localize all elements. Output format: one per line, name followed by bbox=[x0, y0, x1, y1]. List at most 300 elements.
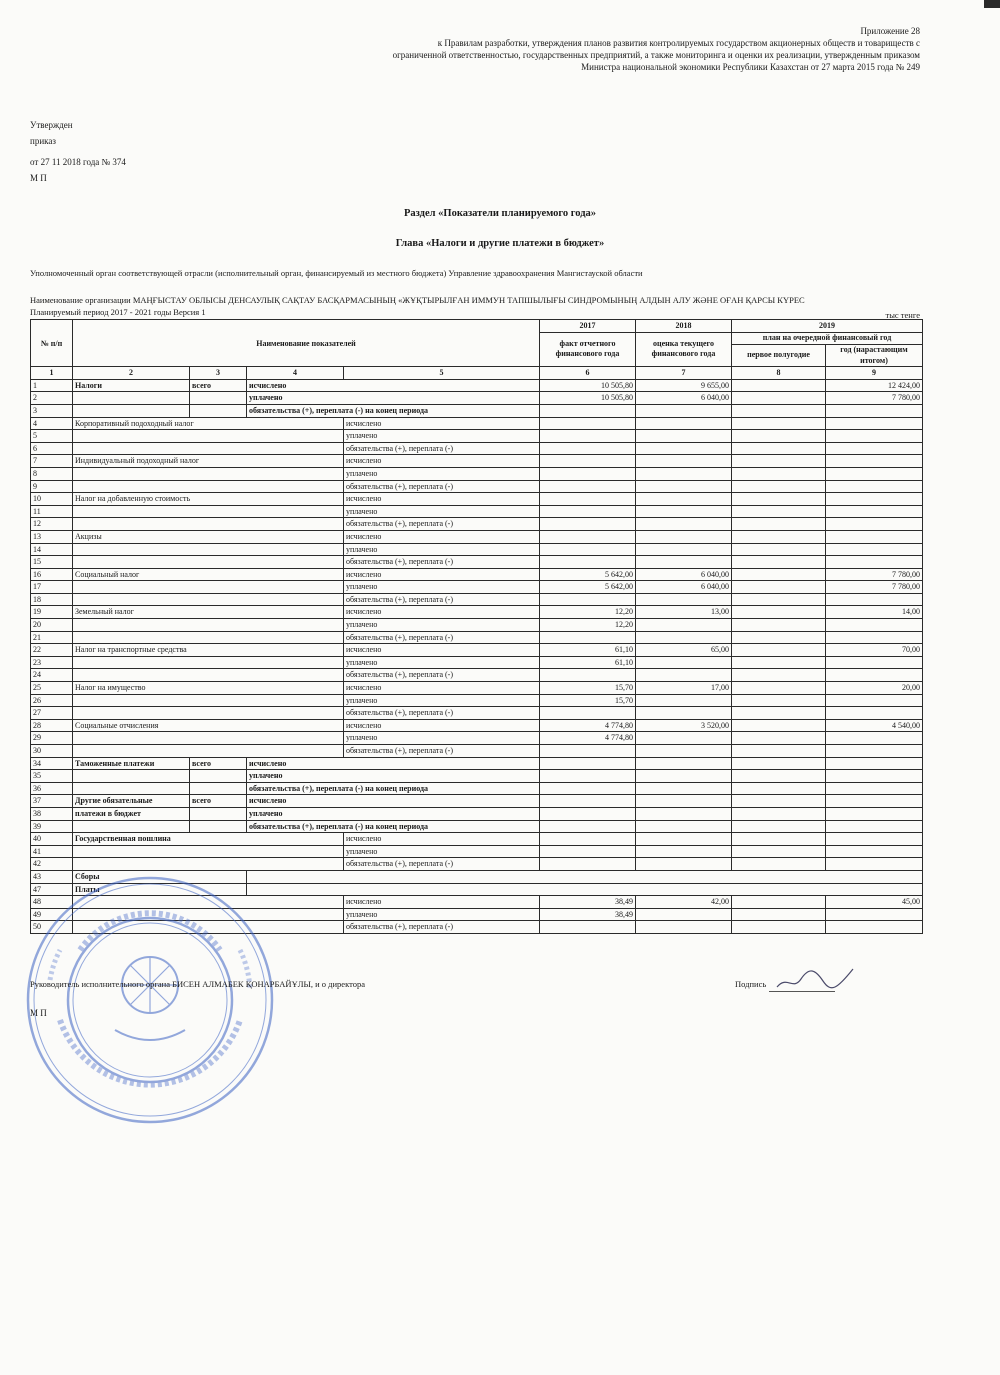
value-fact-2017 bbox=[540, 518, 636, 531]
indicator-subtotal bbox=[190, 820, 247, 833]
value-estimate-2018: 17,00 bbox=[636, 682, 732, 695]
value-half-2019 bbox=[732, 556, 826, 569]
table-row bbox=[31, 820, 923, 833]
value-fact-2017 bbox=[540, 770, 636, 783]
row-number: 40 bbox=[31, 833, 73, 846]
header-indicators: Наименование показателей bbox=[73, 320, 540, 367]
indicator-type: уплачено bbox=[344, 543, 540, 556]
indicator-name bbox=[73, 505, 344, 518]
table-row bbox=[31, 480, 923, 493]
value-fact-2017: 4 774,80 bbox=[540, 732, 636, 745]
row-number: 6 bbox=[31, 442, 73, 455]
annex-number: Приложение 28 bbox=[860, 26, 920, 36]
value-estimate-2018 bbox=[636, 467, 732, 480]
value-estimate-2018 bbox=[636, 921, 732, 934]
row-number: 48 bbox=[31, 896, 73, 909]
value-half-2019 bbox=[732, 820, 826, 833]
indicator-type: уплачено bbox=[344, 845, 540, 858]
value-year-2019 bbox=[826, 556, 923, 569]
value-year-2019: 45,00 bbox=[826, 896, 923, 909]
value-year-2019 bbox=[826, 845, 923, 858]
indicator-name bbox=[73, 745, 344, 758]
annex-header bbox=[220, 25, 920, 73]
value-half-2019 bbox=[732, 581, 826, 594]
order-date: от 27 11 2018 года № 374 bbox=[30, 157, 126, 167]
value-year-2019 bbox=[826, 820, 923, 833]
rules-line-3: Министра национальной экономики Республики Казахстан от 27 марта 2015 года № 249 bbox=[581, 62, 920, 72]
row-number: 35 bbox=[31, 770, 73, 783]
value-half-2019 bbox=[732, 417, 826, 430]
indicator-name bbox=[73, 518, 344, 531]
indicator-type: исчислено bbox=[344, 530, 540, 543]
value-fact-2017: 38,49 bbox=[540, 896, 636, 909]
indicator-type: уплачено bbox=[344, 430, 540, 443]
col-number: 7 bbox=[636, 367, 732, 380]
indicator-group-name: Платы bbox=[73, 883, 247, 896]
value-half-2019 bbox=[732, 921, 826, 934]
value-half-2019 bbox=[732, 480, 826, 493]
indicator-type: обязательства (+), переплата (-) bbox=[344, 480, 540, 493]
value-half-2019 bbox=[732, 593, 826, 606]
row-number: 11 bbox=[31, 505, 73, 518]
value-estimate-2018 bbox=[636, 745, 732, 758]
row-number: 29 bbox=[31, 732, 73, 745]
value-fact-2017 bbox=[540, 430, 636, 443]
value-estimate-2018 bbox=[636, 505, 732, 518]
indicator-name bbox=[73, 896, 344, 909]
table-row bbox=[31, 455, 923, 468]
value-fact-2017: 5 642,00 bbox=[540, 581, 636, 594]
table-row bbox=[31, 631, 923, 644]
indicator-type: обязательства (+), переплата (-) bbox=[344, 921, 540, 934]
row-number: 14 bbox=[31, 543, 73, 556]
value-fact-2017 bbox=[540, 467, 636, 480]
units-label: тыс тенге bbox=[885, 310, 920, 320]
indicator-type: обязательства (+), переплата (-) bbox=[344, 556, 540, 569]
table-row bbox=[31, 606, 923, 619]
indicator-group-name bbox=[73, 404, 190, 417]
indicator-name bbox=[73, 631, 344, 644]
indicator-type: исчислено bbox=[344, 606, 540, 619]
indicator-type: исчислено bbox=[344, 896, 540, 909]
table-row bbox=[31, 379, 923, 392]
indicator-subtotal bbox=[190, 392, 247, 405]
table-row bbox=[31, 833, 923, 846]
value-fact-2017: 12,20 bbox=[540, 619, 636, 632]
value-year-2019 bbox=[826, 858, 923, 871]
value-fact-2017 bbox=[540, 833, 636, 846]
indicator-subtotal bbox=[190, 807, 247, 820]
value-half-2019 bbox=[732, 619, 826, 632]
value-fact-2017 bbox=[540, 795, 636, 808]
rules-line-1: к Правилам разработки, утверждения планов развития контролируемых государством акционерных обществ и товариществ с bbox=[437, 38, 920, 48]
row-number: 2 bbox=[31, 392, 73, 405]
value-half-2019 bbox=[732, 719, 826, 732]
value-year-2019 bbox=[826, 619, 923, 632]
indicator-type: исчислено bbox=[344, 644, 540, 657]
value-year-2019 bbox=[826, 656, 923, 669]
table-row bbox=[31, 782, 923, 795]
indicator-type: исчислено bbox=[344, 568, 540, 581]
value-fact-2017 bbox=[540, 593, 636, 606]
indicator-type: уплачено bbox=[344, 467, 540, 480]
indicator-type: обязательства (+), переплата (-) на конец периода bbox=[247, 782, 540, 795]
value-half-2019 bbox=[732, 467, 826, 480]
table-row bbox=[31, 656, 923, 669]
value-fact-2017 bbox=[540, 543, 636, 556]
value-year-2019 bbox=[826, 404, 923, 417]
value-fact-2017 bbox=[540, 820, 636, 833]
indicator-type: уплачено bbox=[344, 656, 540, 669]
indicator-type: уплачено bbox=[344, 732, 540, 745]
value-fact-2017: 15,70 bbox=[540, 694, 636, 707]
value-year-2019 bbox=[826, 833, 923, 846]
row-number: 34 bbox=[31, 757, 73, 770]
row-number: 43 bbox=[31, 870, 73, 883]
indicator-type: исчислено bbox=[344, 833, 540, 846]
col-number: 2 bbox=[73, 367, 190, 380]
value-year-2019 bbox=[826, 417, 923, 430]
value-fact-2017: 12,20 bbox=[540, 606, 636, 619]
value-half-2019 bbox=[732, 631, 826, 644]
value-year-2019 bbox=[826, 442, 923, 455]
indicator-type: обязательства (+), переплата (-) bbox=[344, 858, 540, 871]
signature-block bbox=[735, 979, 835, 989]
row-number: 20 bbox=[31, 619, 73, 632]
indicator-type: уплачено bbox=[247, 392, 540, 405]
indicator-name: Акцизы bbox=[73, 530, 344, 543]
value-half-2019 bbox=[732, 505, 826, 518]
indicator-group-name bbox=[73, 392, 190, 405]
header-fact: факт отчетного финансового года bbox=[540, 332, 636, 367]
period-line: Планируемый период 2017 - 2021 годы Версия 1 bbox=[30, 307, 206, 317]
table-row bbox=[31, 392, 923, 405]
indicator-name bbox=[73, 543, 344, 556]
value-year-2019 bbox=[826, 493, 923, 506]
row-number: 13 bbox=[31, 530, 73, 543]
row-number: 22 bbox=[31, 644, 73, 657]
value-year-2019 bbox=[826, 530, 923, 543]
indicator-type: уплачено bbox=[344, 908, 540, 921]
indicator-type: исчислено bbox=[344, 682, 540, 695]
indicator-subtotal: всего bbox=[190, 795, 247, 808]
table-row bbox=[31, 883, 923, 896]
signature-label: Подпись bbox=[735, 979, 767, 989]
indicator-name bbox=[73, 581, 344, 594]
indicator-name bbox=[73, 845, 344, 858]
value-fact-2017: 5 642,00 bbox=[540, 568, 636, 581]
value-fact-2017 bbox=[540, 921, 636, 934]
indicator-type: уплачено bbox=[344, 581, 540, 594]
value-fact-2017 bbox=[540, 745, 636, 758]
row-number: 1 bbox=[31, 379, 73, 392]
row-number: 27 bbox=[31, 707, 73, 720]
value-estimate-2018 bbox=[636, 543, 732, 556]
header-year-2019: 2019 bbox=[732, 320, 923, 333]
value-half-2019 bbox=[732, 644, 826, 657]
table-row bbox=[31, 845, 923, 858]
row-number: 12 bbox=[31, 518, 73, 531]
row-number: 15 bbox=[31, 556, 73, 569]
value-year-2019 bbox=[826, 782, 923, 795]
value-half-2019 bbox=[732, 568, 826, 581]
value-year-2019: 70,00 bbox=[826, 644, 923, 657]
indicator-type: обязательства (+), переплата (-) bbox=[344, 518, 540, 531]
value-estimate-2018: 65,00 bbox=[636, 644, 732, 657]
value-half-2019 bbox=[732, 404, 826, 417]
value-fact-2017 bbox=[540, 556, 636, 569]
indicator-type: обязательства (+), переплата (-) bbox=[344, 593, 540, 606]
table-row bbox=[31, 505, 923, 518]
taxes-table bbox=[30, 319, 923, 934]
value-estimate-2018 bbox=[636, 656, 732, 669]
value-fact-2017 bbox=[540, 417, 636, 430]
value-half-2019 bbox=[732, 807, 826, 820]
value-year-2019 bbox=[826, 543, 923, 556]
table-row bbox=[31, 568, 923, 581]
indicator-group-name bbox=[73, 782, 190, 795]
row-number: 42 bbox=[31, 858, 73, 871]
value-year-2019: 12 424,00 bbox=[826, 379, 923, 392]
table-row bbox=[31, 543, 923, 556]
indicator-group-name: Налоги bbox=[73, 379, 190, 392]
value-half-2019 bbox=[732, 669, 826, 682]
section-title: Раздел «Показатели планируемого года» bbox=[403, 208, 597, 219]
header-year-total: год (нарастающим итогом) bbox=[826, 345, 923, 367]
indicator-name: Налог на транспортные средства bbox=[73, 644, 344, 657]
value-half-2019 bbox=[732, 543, 826, 556]
value-estimate-2018 bbox=[636, 556, 732, 569]
value-year-2019 bbox=[826, 631, 923, 644]
indicator-type: уплачено bbox=[344, 694, 540, 707]
indicator-name bbox=[73, 908, 344, 921]
col-number: 5 bbox=[344, 367, 540, 380]
value-year-2019 bbox=[826, 455, 923, 468]
col-number: 9 bbox=[826, 367, 923, 380]
value-estimate-2018 bbox=[636, 732, 732, 745]
row-number: 36 bbox=[31, 782, 73, 795]
row-number: 47 bbox=[31, 883, 73, 896]
indicator-name bbox=[73, 467, 344, 480]
value-year-2019 bbox=[826, 795, 923, 808]
row-number: 16 bbox=[31, 568, 73, 581]
indicator-name bbox=[73, 430, 344, 443]
value-year-2019 bbox=[826, 745, 923, 758]
row-number: 41 bbox=[31, 845, 73, 858]
value-fact-2017 bbox=[540, 493, 636, 506]
row-number: 3 bbox=[31, 404, 73, 417]
table-row bbox=[31, 404, 923, 417]
value-estimate-2018: 42,00 bbox=[636, 896, 732, 909]
indicator-name: Налог на имущество bbox=[73, 682, 344, 695]
value-half-2019 bbox=[732, 455, 826, 468]
table-row bbox=[31, 682, 923, 695]
value-half-2019 bbox=[732, 682, 826, 695]
row-number: 8 bbox=[31, 467, 73, 480]
value-year-2019 bbox=[826, 430, 923, 443]
indicator-type: обязательства (+), переплата (-) на конец периода bbox=[247, 404, 540, 417]
value-estimate-2018: 9 655,00 bbox=[636, 379, 732, 392]
value-fact-2017: 4 774,80 bbox=[540, 719, 636, 732]
value-fact-2017 bbox=[540, 757, 636, 770]
chapter-title: Глава «Налоги и другие платежи в бюджет» bbox=[395, 238, 605, 249]
indicator-name bbox=[73, 593, 344, 606]
row-number: 7 bbox=[31, 455, 73, 468]
value-estimate-2018 bbox=[636, 442, 732, 455]
value-fact-2017: 38,49 bbox=[540, 908, 636, 921]
value-year-2019 bbox=[826, 757, 923, 770]
value-half-2019 bbox=[732, 896, 826, 909]
value-half-2019 bbox=[732, 795, 826, 808]
value-half-2019 bbox=[732, 656, 826, 669]
value-year-2019 bbox=[826, 518, 923, 531]
value-year-2019: 7 780,00 bbox=[826, 568, 923, 581]
value-estimate-2018 bbox=[636, 908, 732, 921]
value-fact-2017 bbox=[540, 807, 636, 820]
value-estimate-2018 bbox=[636, 404, 732, 417]
indicator-type: исчислено bbox=[247, 795, 540, 808]
header-year-2018: 2018 bbox=[636, 320, 732, 333]
value-half-2019 bbox=[732, 694, 826, 707]
indicator-group-name bbox=[73, 770, 190, 783]
indicator-name bbox=[73, 656, 344, 669]
row-number: 5 bbox=[31, 430, 73, 443]
value-half-2019 bbox=[732, 430, 826, 443]
indicator-name bbox=[73, 619, 344, 632]
signature-scribble bbox=[775, 965, 855, 993]
value-estimate-2018 bbox=[636, 858, 732, 871]
value-estimate-2018 bbox=[636, 593, 732, 606]
col-number: 1 bbox=[31, 367, 73, 380]
value-estimate-2018 bbox=[636, 833, 732, 846]
value-fact-2017: 15,70 bbox=[540, 682, 636, 695]
row-number: 23 bbox=[31, 656, 73, 669]
value-year-2019 bbox=[826, 707, 923, 720]
value-estimate-2018 bbox=[636, 795, 732, 808]
order-label: приказ bbox=[30, 135, 56, 146]
value-estimate-2018 bbox=[636, 782, 732, 795]
value-fact-2017: 61,10 bbox=[540, 656, 636, 669]
value-estimate-2018 bbox=[636, 757, 732, 770]
row-number: 30 bbox=[31, 745, 73, 758]
value-half-2019 bbox=[732, 379, 826, 392]
value-fact-2017 bbox=[540, 631, 636, 644]
indicator-type: уплачено bbox=[344, 505, 540, 518]
indicator-name bbox=[73, 442, 344, 455]
value-estimate-2018 bbox=[636, 518, 732, 531]
value-year-2019 bbox=[826, 593, 923, 606]
value-half-2019 bbox=[732, 833, 826, 846]
table-row bbox=[31, 896, 923, 909]
value-estimate-2018 bbox=[636, 417, 732, 430]
value-half-2019 bbox=[732, 782, 826, 795]
table-row bbox=[31, 770, 923, 783]
indicator-type: обязательства (+), переплата (-) на конец периода bbox=[247, 820, 540, 833]
table-row bbox=[31, 530, 923, 543]
value-year-2019 bbox=[826, 770, 923, 783]
indicator-name bbox=[73, 694, 344, 707]
table-row bbox=[31, 644, 923, 657]
indicator-name: Социальные отчисления bbox=[73, 719, 344, 732]
value-estimate-2018 bbox=[636, 619, 732, 632]
row-number: 28 bbox=[31, 719, 73, 732]
table-row bbox=[31, 858, 923, 871]
rules-line-2: ограниченной ответственностью, государственных предприятий, а также мониторинга и оценки их реализации, утвержденным приказом bbox=[392, 50, 920, 60]
value-estimate-2018 bbox=[636, 480, 732, 493]
table-row bbox=[31, 518, 923, 531]
value-year-2019: 7 780,00 bbox=[826, 392, 923, 405]
value-estimate-2018: 6 040,00 bbox=[636, 581, 732, 594]
table-row bbox=[31, 619, 923, 632]
indicator-type: обязательства (+), переплата (-) bbox=[344, 707, 540, 720]
value-fact-2017 bbox=[540, 404, 636, 417]
indicator-name bbox=[73, 707, 344, 720]
row-number: 39 bbox=[31, 820, 73, 833]
value-year-2019: 14,00 bbox=[826, 606, 923, 619]
table-row bbox=[31, 581, 923, 594]
approved-label: Утвержден bbox=[30, 120, 73, 130]
table-row bbox=[31, 870, 923, 883]
header-year-2017: 2017 bbox=[540, 320, 636, 333]
indicator-subtotal bbox=[190, 770, 247, 783]
indicator-type: уплачено bbox=[247, 770, 540, 783]
value-estimate-2018: 6 040,00 bbox=[636, 568, 732, 581]
value-estimate-2018: 13,00 bbox=[636, 606, 732, 619]
value-half-2019 bbox=[732, 770, 826, 783]
value-year-2019 bbox=[826, 921, 923, 934]
header-half: первое полугодие bbox=[732, 345, 826, 367]
row-number: 50 bbox=[31, 921, 73, 934]
table-row bbox=[31, 669, 923, 682]
footer-mp: М П bbox=[30, 1008, 47, 1018]
table-row bbox=[31, 908, 923, 921]
table-row bbox=[31, 795, 923, 808]
value-estimate-2018 bbox=[636, 845, 732, 858]
table-row bbox=[31, 493, 923, 506]
indicator-type: исчислено bbox=[344, 455, 540, 468]
value-year-2019 bbox=[826, 480, 923, 493]
value-half-2019 bbox=[732, 493, 826, 506]
value-estimate-2018 bbox=[636, 631, 732, 644]
value-year-2019 bbox=[826, 908, 923, 921]
indicator-name: Налог на добавленную стоимость bbox=[73, 493, 344, 506]
value-half-2019 bbox=[732, 732, 826, 745]
indicator-name: Индивидуальный подоходный налог bbox=[73, 455, 344, 468]
col-number: 6 bbox=[540, 367, 636, 380]
value-estimate-2018 bbox=[636, 694, 732, 707]
col-number: 8 bbox=[732, 367, 826, 380]
value-year-2019: 20,00 bbox=[826, 682, 923, 695]
value-half-2019 bbox=[732, 707, 826, 720]
value-half-2019 bbox=[732, 908, 826, 921]
value-estimate-2018 bbox=[636, 807, 732, 820]
row-number: 17 bbox=[31, 581, 73, 594]
indicator-group-name: платежи в бюджет bbox=[73, 807, 190, 820]
value-half-2019 bbox=[732, 442, 826, 455]
row-number: 18 bbox=[31, 593, 73, 606]
col-number: 4 bbox=[247, 367, 344, 380]
indicator-type: обязательства (+), переплата (-) bbox=[344, 745, 540, 758]
value-year-2019 bbox=[826, 807, 923, 820]
value-estimate-2018: 6 040,00 bbox=[636, 392, 732, 405]
row-number: 25 bbox=[31, 682, 73, 695]
row-number: 21 bbox=[31, 631, 73, 644]
value-fact-2017 bbox=[540, 782, 636, 795]
indicator-subtotal: всего bbox=[190, 757, 247, 770]
value-year-2019: 4 540,00 bbox=[826, 719, 923, 732]
value-estimate-2018 bbox=[636, 820, 732, 833]
value-year-2019 bbox=[826, 732, 923, 745]
